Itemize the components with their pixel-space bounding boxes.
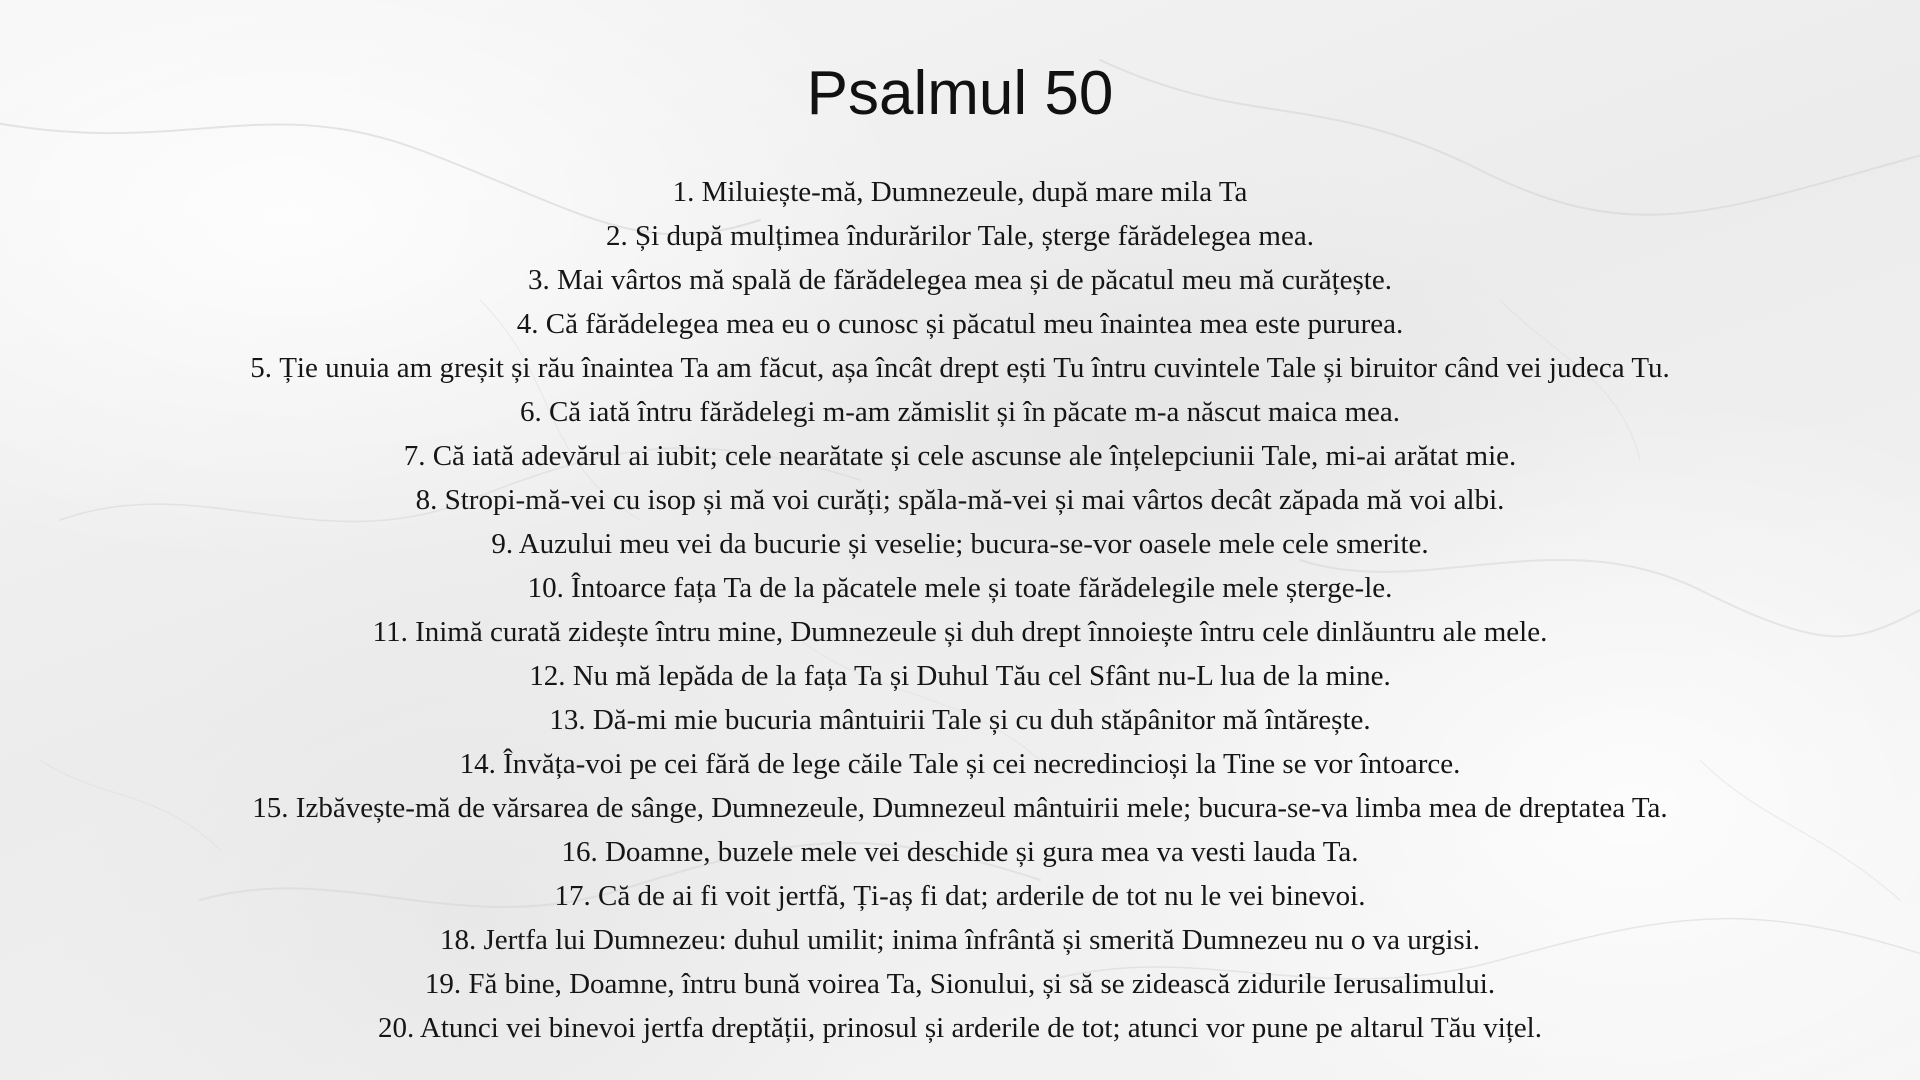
page-title: Psalmul 50 [806,59,1114,128]
verse-1: 1. Miluiește-mă, Dumnezeule, după mare mila Ta [672,176,1248,208]
verse-16: 16. Doamne, buzele mele vei deschide și gura mea va vesti lauda Ta. [561,836,1359,868]
verse-17: 17. Că de ai fi voit jertfă, Ți-aș fi dat; arderile de tot nu le vei binevoi. [554,880,1366,912]
verse-list [40,170,1880,1050]
verse-6: 6. Că iată întru fărădelegi m-am zămislit și în păcate m-a născut maica mea. [519,396,1401,428]
verse-4: 4. Că fărădelegea mea eu o cunosc și păcatul meu înaintea mea este pururea. [516,308,1404,340]
verse-13: 13. Dă-mi mie bucuria mântuirii Tale și cu duh stăpânitor mă întărește. [549,704,1371,736]
verse-8: 8. Stropi-mă-vei cu isop și mă voi curăți; spăla-mă-vei și mai vârtos decât zăpada mă voi albi. [415,484,1505,516]
verse-3: 3. Mai vârtos mă spală de fărădelegea mea și de păcatul meu mă curățește. [528,264,1392,296]
verse-9: 9. Auzului meu vei da bucurie și veselie; bucura-se-vor oasele mele cele smerite. [491,528,1429,560]
verse-10: 10. Întoarce fața Ta de la păcatele mele și toate fărădelegile mele șterge-le. [527,572,1393,604]
verse-2: 2. Și după mulțimea îndurărilor Tale, șterge fărădelegea mea. [606,220,1314,252]
verse-7: 7. Că iată adevărul ai iubit; cele nearătate și cele ascunse ale înțelepciunii Tale, mi-ai arătat mie. [403,440,1517,472]
verse-14: 14. Învăța-voi pe cei fără de lege căile Tale și cei necredincioși la Tine se vor întoarce. [459,748,1461,780]
verse-18: 18. Jertfa lui Dumnezeu: duhul umilit; inima înfrântă și smerită Dumnezeu nu o va urgisi. [439,924,1481,956]
verse-19: 19. Fă bine, Doamne, întru bună voirea Ta, Sionului, și să se zidească zidurile Ierusalimului. [424,968,1496,1000]
verse-5: 5. Ție unuia am greșit și rău înaintea Ta am făcut, așa încât drept ești Tu întru cuvintele Tale și biruitor când vei judeca Tu. [250,352,1670,384]
verse-15: 15. Izbăvește-mă de vărsarea de sânge, Dumnezeule, Dumnezeul mântuirii mele; bucura-se-va limba mea de dreptatea Ta. [252,792,1668,824]
verse-11: 11. Inimă curată zidește întru mine, Dumnezeule și duh drept înnoiește întru cele dinlăuntru ale mele. [372,616,1548,648]
verse-20: 20. Atunci vei binevoi jertfa dreptății, prinosul și arderile de tot; atunci vor pune pe altarul Tău vițel. [378,1012,1542,1044]
verse-12: 12. Nu mă lepăda de la fața Ta și Duhul Tău cel Sfânt nu-L lua de la mine. [529,660,1391,692]
